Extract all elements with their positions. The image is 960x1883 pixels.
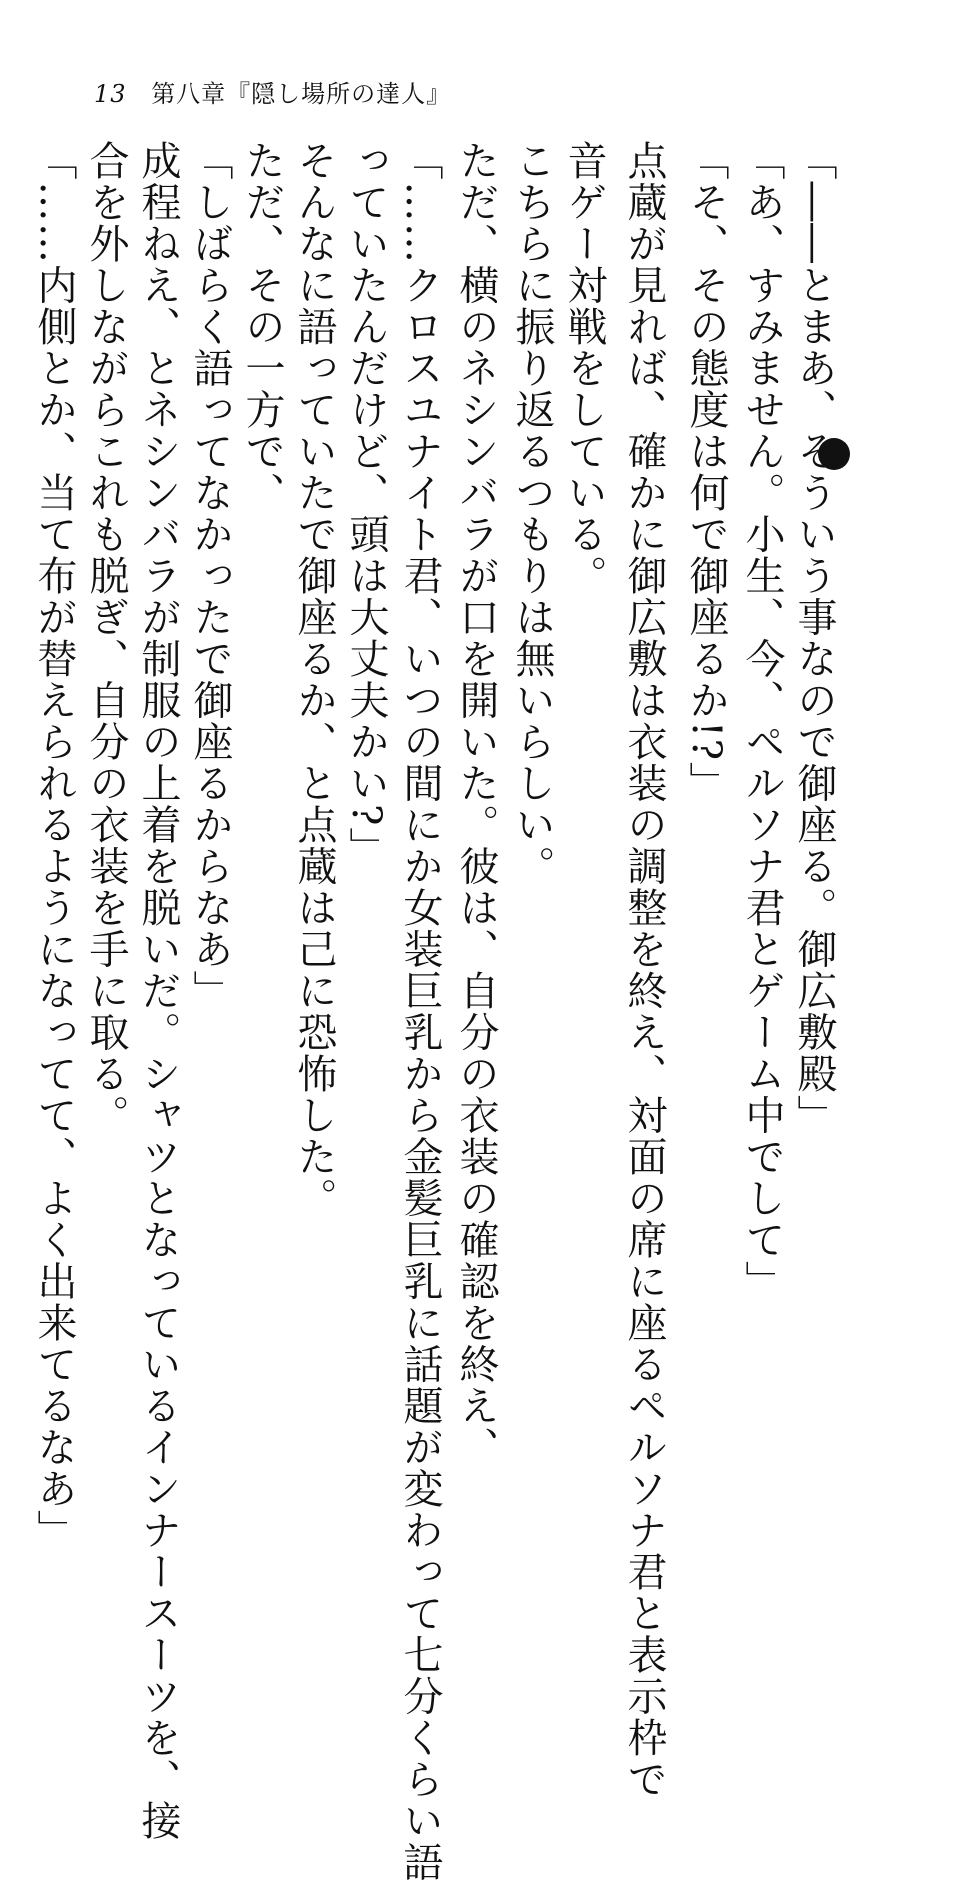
running-header — [94, 74, 451, 109]
text-column: 成程ねえ、とネシンバラが制服の上着を脱いだ。シャツとなっているインナースーツを、接 — [135, 140, 181, 1842]
text-column: 合を外しながらこれも脱ぎ、自分の衣装を手に取る。 — [83, 140, 129, 1136]
text-column: ただ、横のネシンバラが口を開いた。彼は、自分の衣装の確認を終え、 — [453, 140, 499, 1468]
text-column: 「しばらく語ってなかったで御座るからなあ」 — [187, 140, 233, 1012]
text-column: 「……クロスユナイト君、いつの間にか女装巨乳から金髪巨乳に話題が変わって七分くらい語 — [397, 140, 443, 1883]
text-column: ただ、その一方で、 — [239, 140, 285, 514]
text-column: 点蔵が見れば、確かに御広敷は衣装の調整を終え、対面の席に座るペルソナ君と表示枠で — [621, 140, 667, 1800]
page-number: 13 — [94, 80, 127, 108]
text-column: 「そ、その態度は何で御座るか!?」 — [683, 140, 729, 804]
text-column: 「あ、すみません。小生、今、ペルソナ君とゲーム中でして」 — [739, 140, 785, 1302]
text-column: 音ゲー対戦をしている。 — [561, 140, 607, 597]
chapter-title: 第八章『隠し場所の達人』 — [151, 80, 452, 108]
text-column: っていたんだけど、頭は大丈夫かい?」 — [343, 140, 389, 869]
text-column: 「……内側とか、当て布が替えられるようになってて、よく出来てるなあ」 — [31, 140, 77, 1551]
text-column: そんなに語っていたで御座るか、と点蔵は己に恐怖した。 — [291, 140, 337, 1219]
text-column: 「――とまあ、そういう事なので御座る。御広敷殿」 — [791, 140, 837, 1136]
text-column: こちらに振り返るつもりは無いらしい。 — [509, 140, 555, 887]
